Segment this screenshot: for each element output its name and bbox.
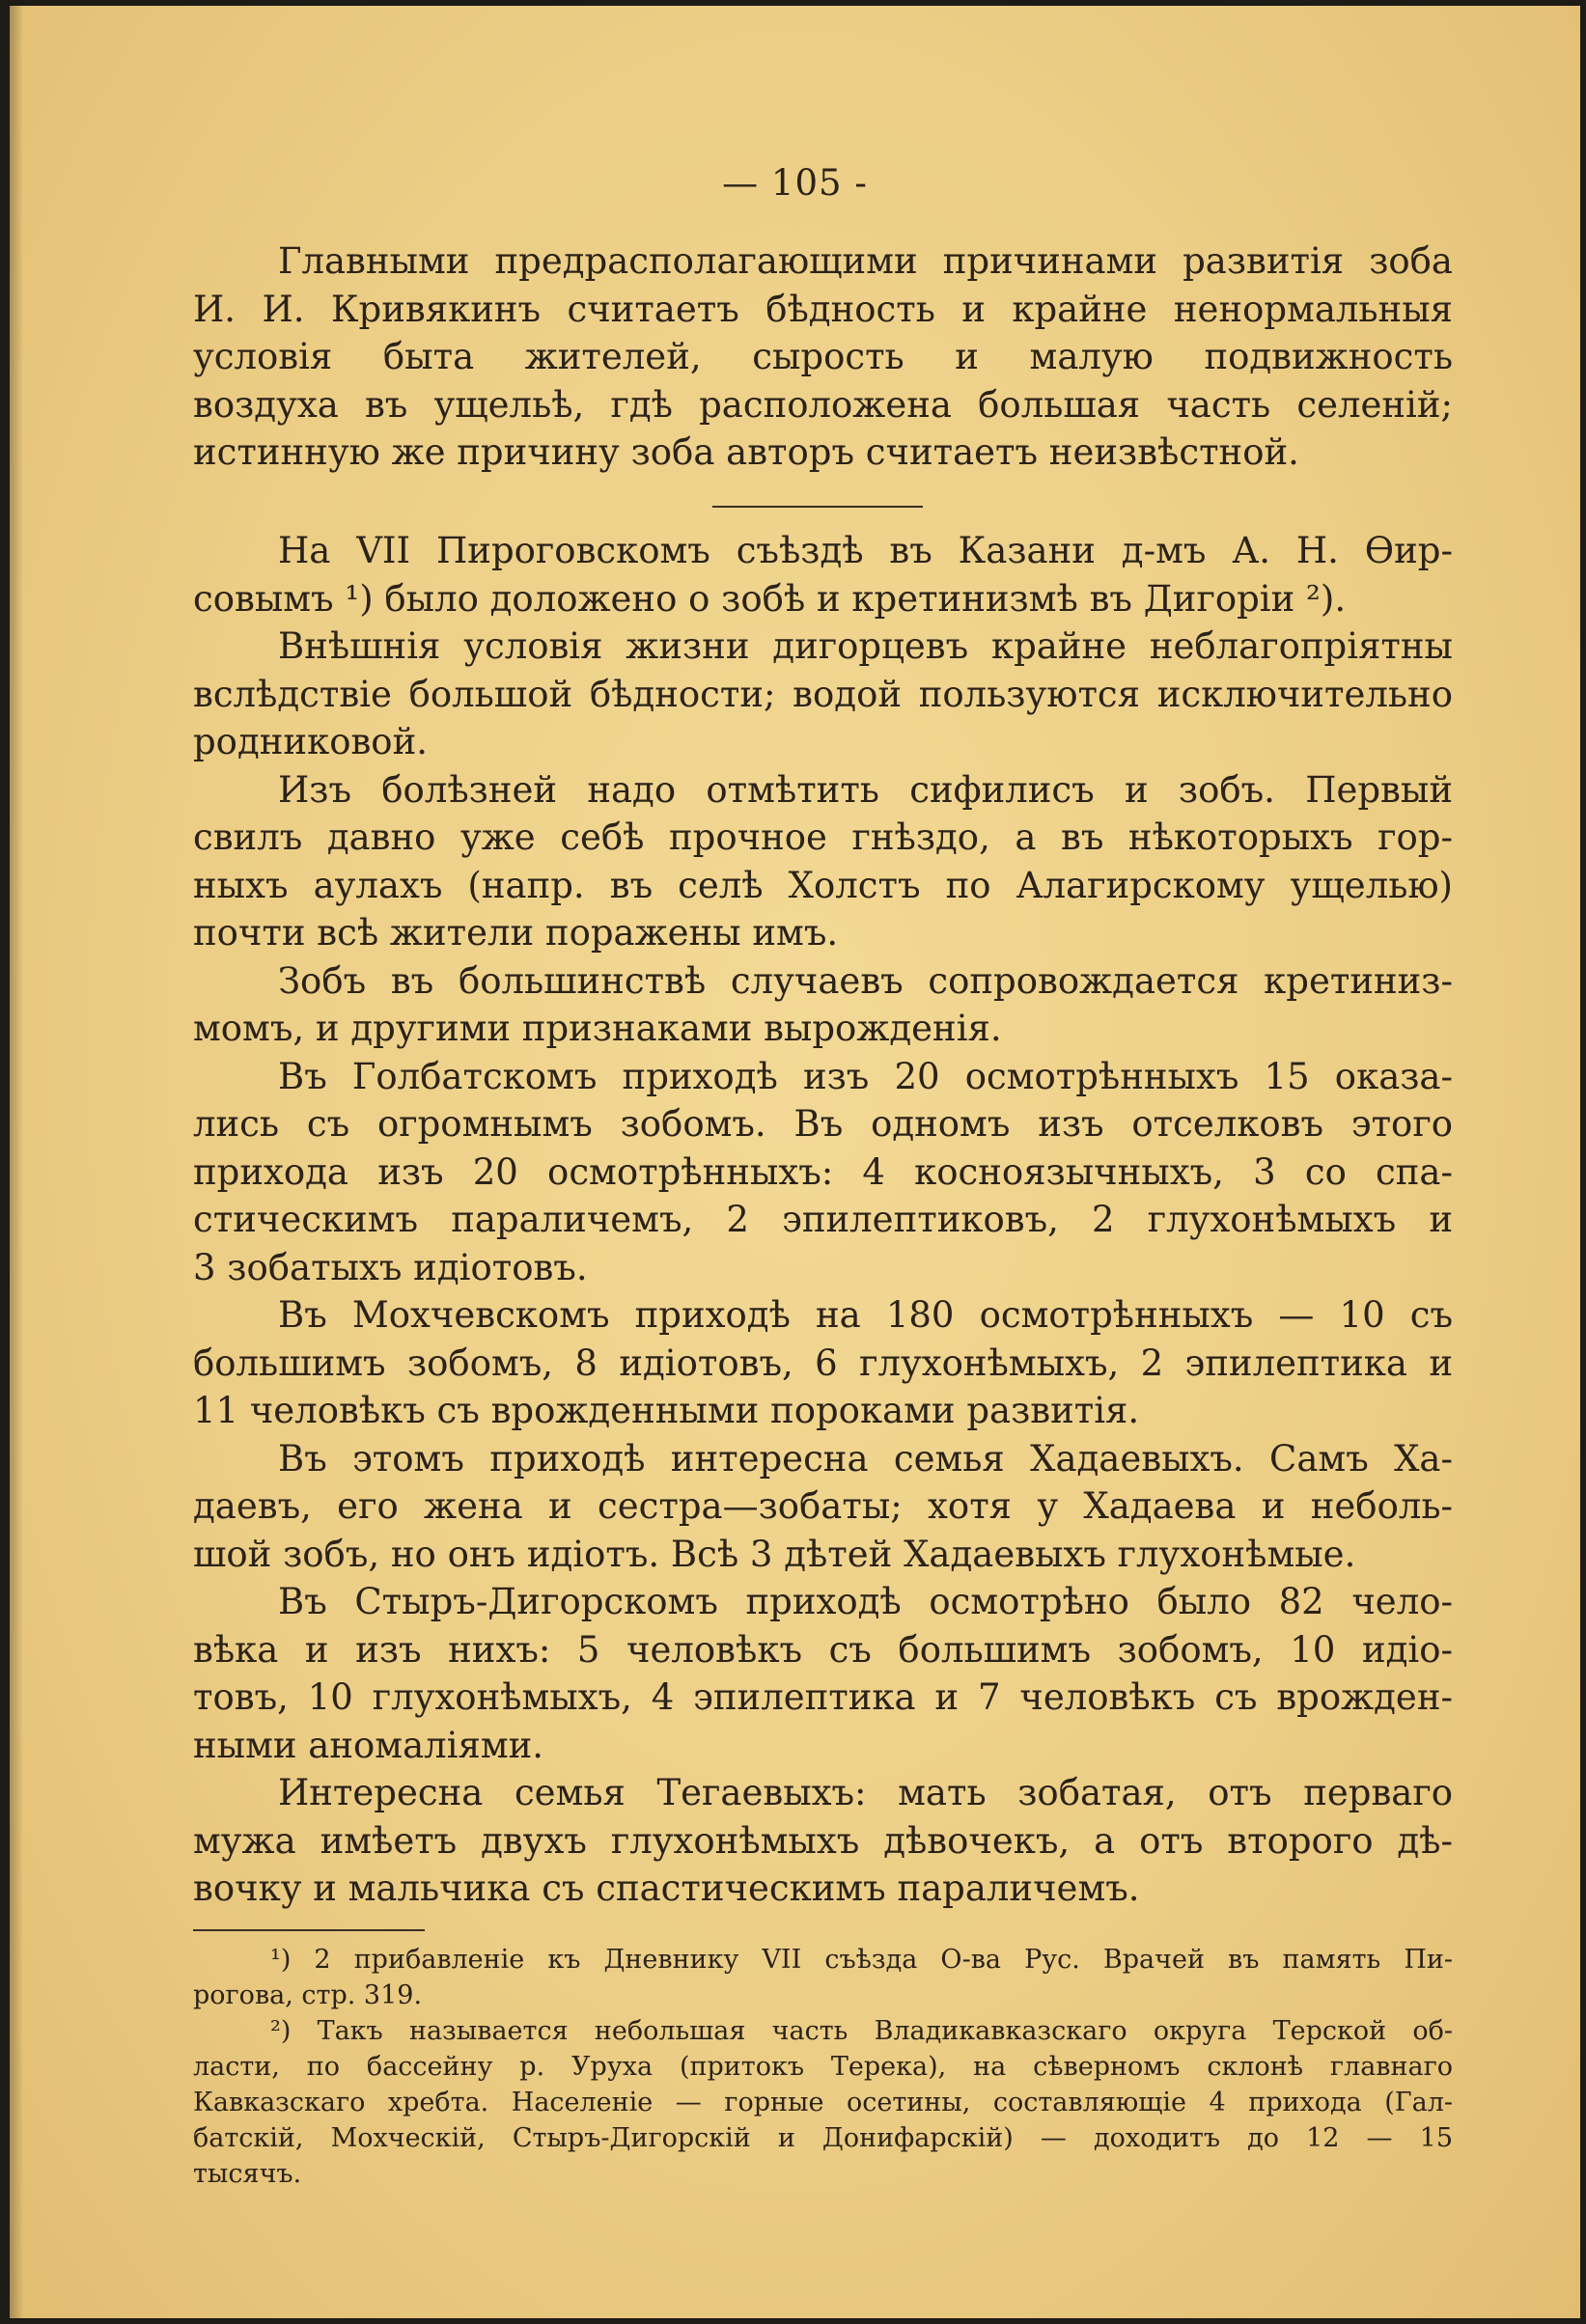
- text-line: воздуха въ ущельѣ, гдѣ расположена большая часть селеній;: [193, 383, 1453, 426]
- text-line: Интересна семья Тегаевыхъ: мать зобатая, отъ перваго: [278, 1772, 1453, 1813]
- text-line: Внѣшнія условія жизни дигорцевъ крайне неблагопріятны: [278, 625, 1453, 667]
- text-line: большимъ зобомъ, 8 идіотовъ, 6 глухонѣмыхъ, 2 эпилептика и: [193, 1342, 1453, 1384]
- paragraph: [193, 766, 1453, 957]
- text-line: тысячъ.: [193, 2159, 302, 2189]
- text-line: Въ Стыръ-Дигорскомъ приходѣ осмотрѣно было 82 чело-: [278, 1581, 1453, 1622]
- text-line: вѣка и изъ нихъ: 5 человѣкъ съ большимъ зобомъ, 10 идіо-: [193, 1628, 1453, 1671]
- paragraph: [193, 1291, 1453, 1435]
- paragraph: [193, 1435, 1453, 1579]
- text-line: условія быта жителей, сырость и малую подвижность: [193, 336, 1453, 377]
- paragraph: [193, 527, 1453, 622]
- footnote: [193, 2013, 1453, 2192]
- text-line: ныхъ аулахъ (напр. въ селѣ Холстъ по Алагирскому ущелью): [193, 864, 1453, 906]
- page-number: — 105 -: [722, 162, 868, 204]
- text-line: почти всѣ жители поражены имъ.: [193, 912, 839, 954]
- text-line: родниковой.: [193, 721, 428, 762]
- text-line: шой зобъ, но онъ идіотъ. Всѣ 3 дѣтей Хадаевыхъ глухонѣмые.: [193, 1533, 1356, 1575]
- text-line: Главными предрасполагающими причинами развитія зоба: [278, 240, 1453, 282]
- text-line: стическимъ параличемъ, 2 эпилептиковъ, 2 глухонѣмыхъ и: [193, 1199, 1453, 1240]
- text-line: 3 зобатыхъ идіотовъ.: [193, 1246, 588, 1288]
- text-line: даевъ, его жена и сестра—зобаты; хотя у Хадаева и неболь-: [193, 1485, 1453, 1527]
- text-line: ласти, по бассейну р. Уруха (притокъ Терека), на сѣверномъ склонѣ главнаго: [193, 2052, 1453, 2082]
- text-line: ными аномаліями.: [193, 1724, 544, 1766]
- text-line: вочку и мальчика съ спастическимъ параличемъ.: [193, 1868, 1140, 1909]
- paragraph: [193, 1053, 1453, 1292]
- paragraph: [193, 237, 1453, 477]
- text-line: товъ, 10 глухонѣмыхъ, 4 эпилептика и 7 человѣкъ съ врожден-: [193, 1676, 1453, 1718]
- text-line: вслѣдствіе большой бѣдности; водой пользуются исключительно: [193, 673, 1453, 715]
- text-line: Зобъ въ большинствѣ случаевъ сопровождается кретиниз-: [278, 959, 1453, 1002]
- footnote: [193, 1942, 1453, 2013]
- main-paragraph-block: [193, 527, 1453, 1913]
- top-paragraph-block: [193, 237, 1453, 477]
- text-line: батскій, Мохческій, Стыръ-Дигорскій и Донифарскій) — доходитъ до 12 — 15: [193, 2123, 1453, 2153]
- text-line: Въ этомъ приходѣ интересна семья Хадаевыхъ. Самъ Ха-: [278, 1437, 1453, 1480]
- text-line: лись съ огромнымъ зобомъ. Въ одномъ изъ отселковъ этого: [193, 1103, 1453, 1145]
- text-line: На VII Пироговскомъ съѣздѣ въ Казани д-мъ А. Н. Ѳир-: [278, 530, 1453, 571]
- book-page: [10, 6, 1580, 2318]
- paragraph: [193, 622, 1453, 766]
- text-line: свилъ давно уже себѣ прочное гнѣздо, а въ нѣкоторыхъ гор-: [193, 816, 1453, 858]
- paragraph: [193, 1769, 1453, 1913]
- text-line: мужа имѣетъ двухъ глухонѣмыхъ дѣвочекъ, а отъ второго дѣ-: [193, 1819, 1453, 1862]
- text-line: Въ Голбатскомъ приходѣ изъ 20 осмотрѣнныхъ 15 оказа-: [278, 1055, 1453, 1097]
- text-line: совымъ ¹) было доложено о зобѣ и кретинизмѣ въ Дигоріи ²).: [193, 577, 1347, 620]
- section-separator: [712, 506, 923, 508]
- text-line: ¹) 2 прибавленіе къ Дневнику VII съѣзда О-ва Рус. Врачей въ память Пи-: [270, 1945, 1453, 1975]
- text-line: истинную же причину зоба авторъ считаетъ неизвѣстной.: [193, 431, 1299, 473]
- page-edge-shadow: [10, 6, 23, 2318]
- text-line: ²) Такъ называется небольшая часть Владикавказскаго округа Терской об-: [270, 2016, 1453, 2046]
- text-line: прихода изъ 20 осмотрѣнныхъ: 4 косноязычныхъ, 3 со спа-: [193, 1150, 1453, 1193]
- paragraph: [193, 1578, 1453, 1769]
- text-line: Изъ болѣзней надо отмѣтить сифилисъ и зобъ. Первый: [278, 768, 1453, 811]
- text-line: рогова, стр. 319.: [193, 1980, 423, 2010]
- text-line: Въ Мохчевскомъ приходѣ на 180 осмотрѣнныхъ — 10 съ: [278, 1294, 1453, 1336]
- footnote-rule: [193, 1929, 425, 1931]
- text-line: 11 человѣкъ съ врожденными пороками развитія.: [193, 1390, 1140, 1431]
- paragraph: [193, 957, 1453, 1053]
- text-line: момъ, и другими признаками вырожденія.: [193, 1008, 1002, 1049]
- footnotes-block: [193, 1942, 1453, 2192]
- text-line: И. И. Кривякинъ считаетъ бѣдность и крайне ненормальныя: [193, 288, 1453, 330]
- text-line: Кавказскаго хребта. Населеніе — горные осетины, составляющіе 4 прихода (Гал-: [193, 2088, 1453, 2117]
